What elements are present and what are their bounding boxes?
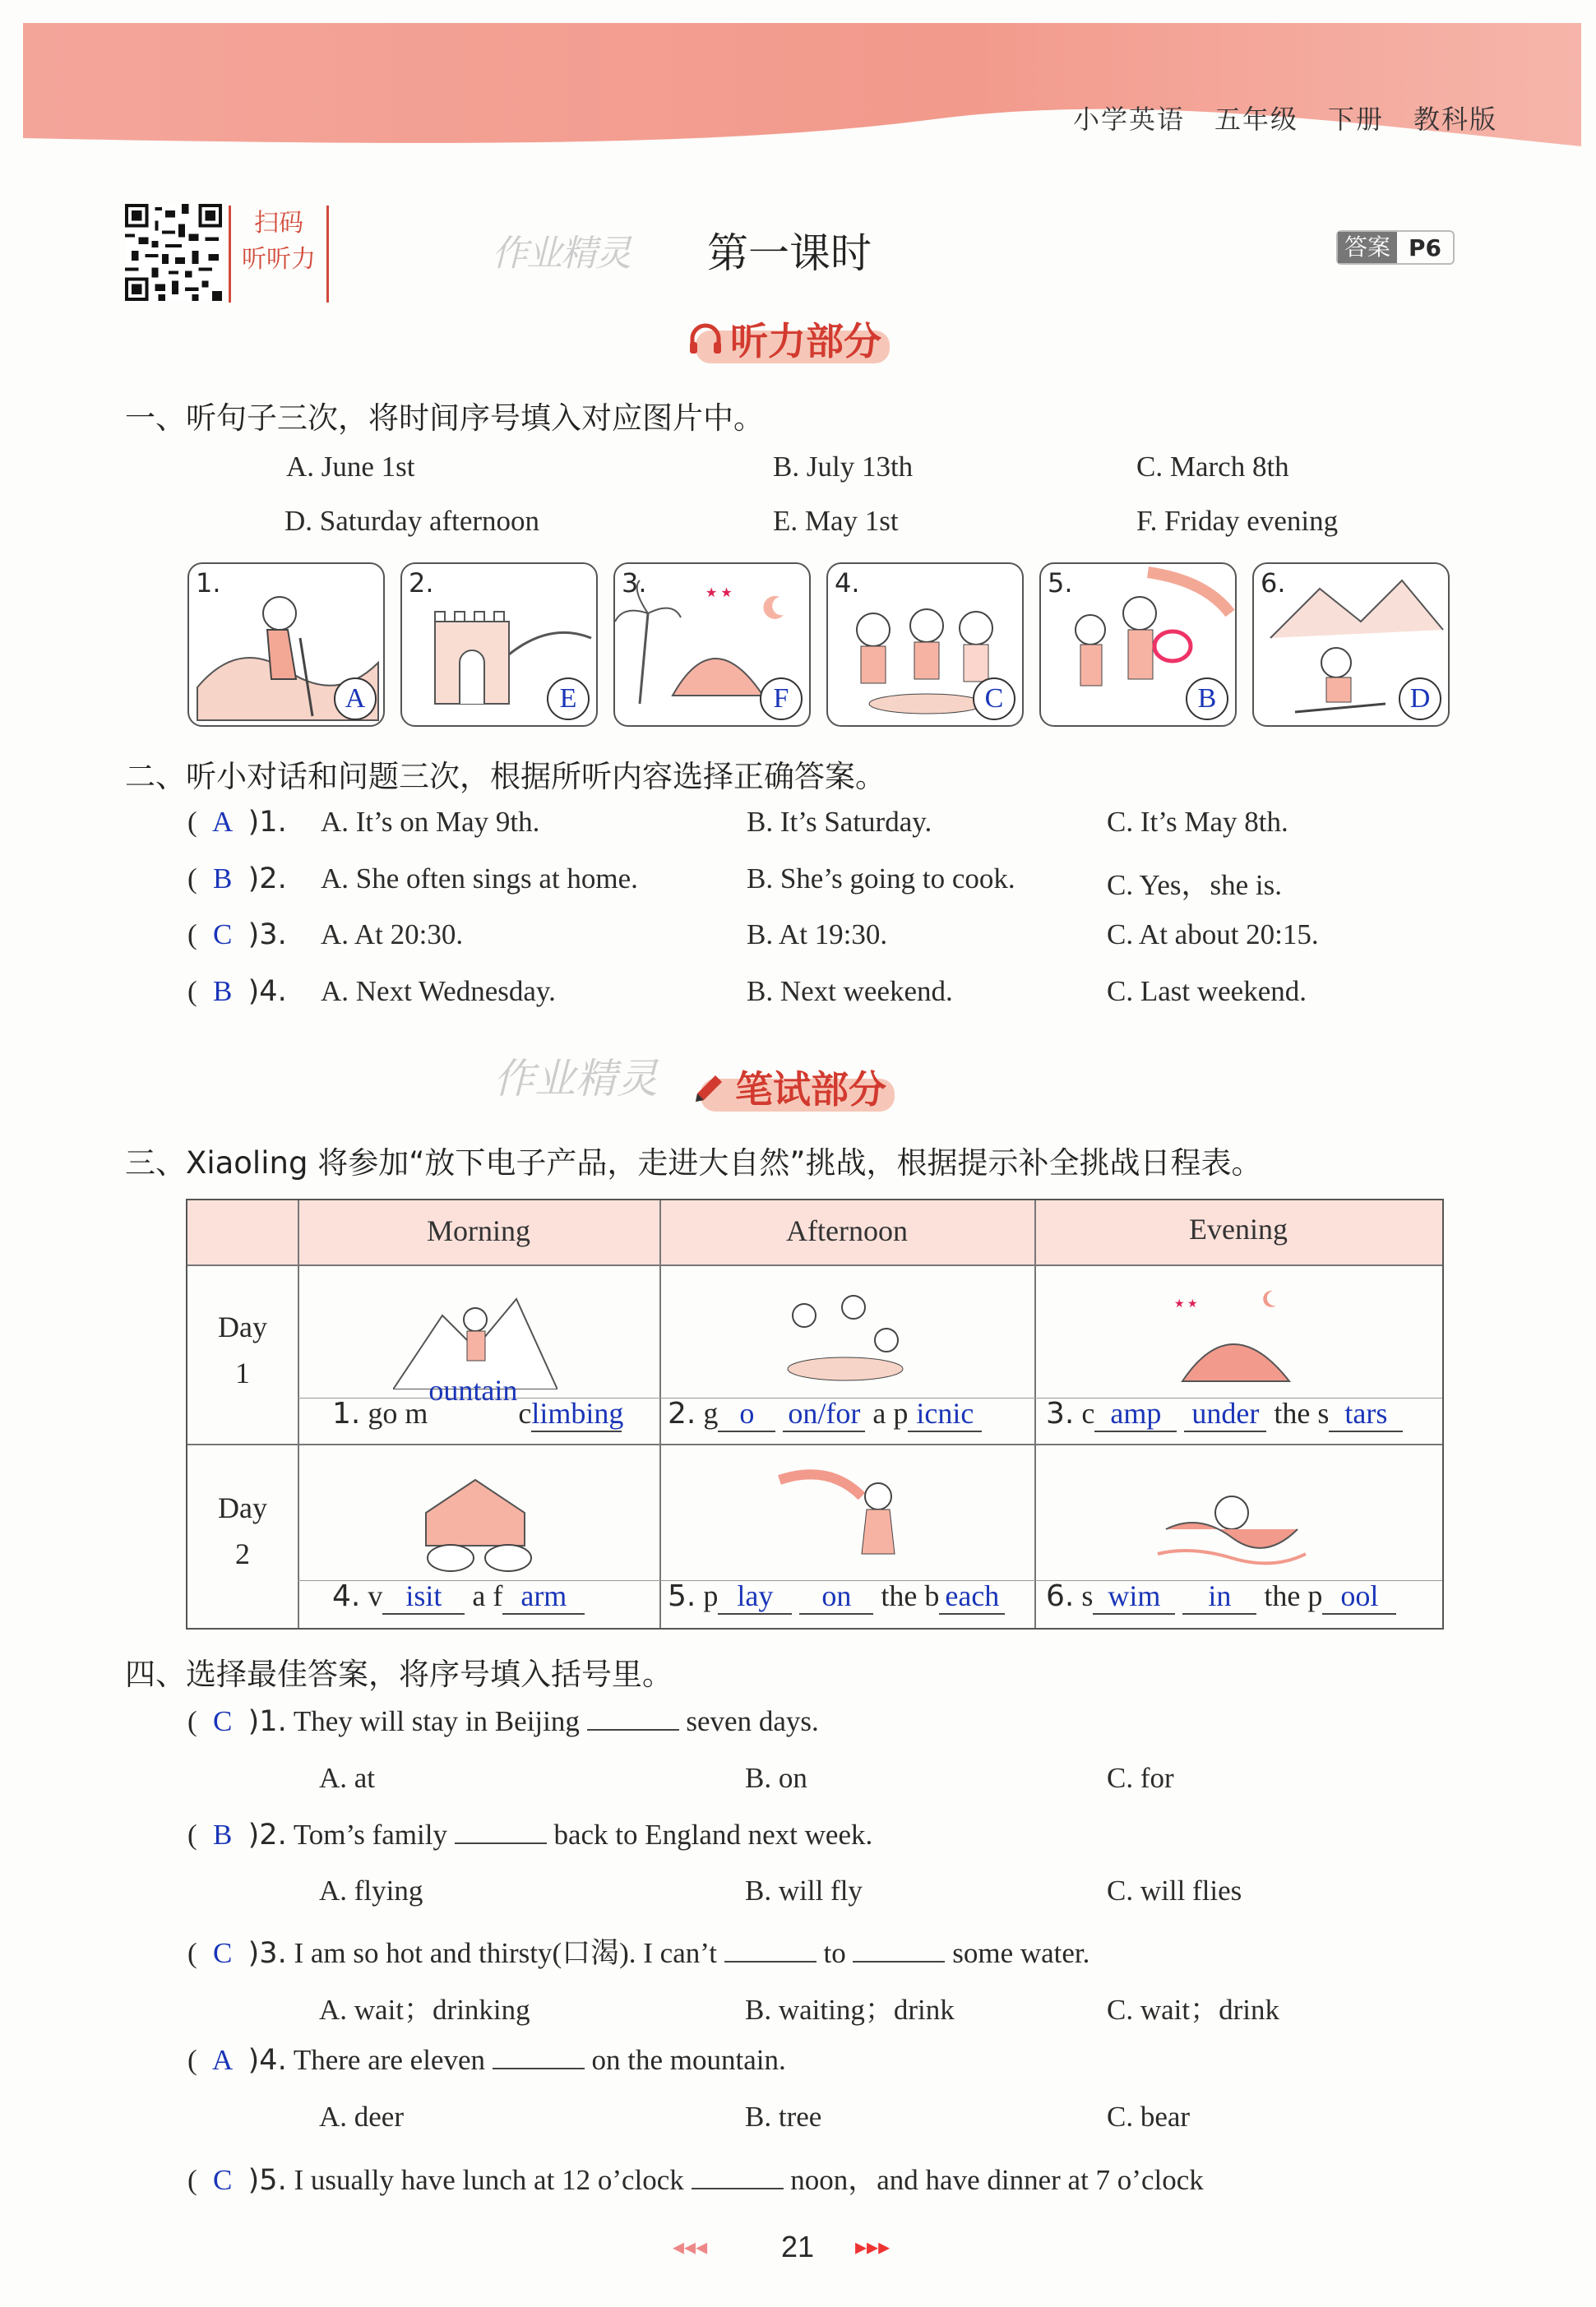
picture-number: 3. <box>622 567 647 599</box>
book-grade: 五年级 <box>1214 104 1298 135</box>
picture-number: 4. <box>835 567 860 599</box>
part2-1-option-c: C. It’s May 8th. <box>1107 806 1288 838</box>
stem-text: back to England next week. <box>553 1819 873 1851</box>
item-number: )1. <box>247 806 287 839</box>
part4-item-3: ( C )3. I am so hot and thirsty(口渴). I can’t to some water. <box>187 1937 1090 1970</box>
pencil-icon <box>692 1069 729 1105</box>
part1-option-e: E. May 1st <box>773 505 899 537</box>
stem-blank[interactable] <box>724 1961 817 1963</box>
picture-number: 2. <box>409 567 434 599</box>
stem-text: seven days. <box>686 1705 819 1737</box>
part4-1-option-a: A. at <box>319 1762 376 1794</box>
stem-text: to <box>823 1937 846 1969</box>
part4-2-option-b: B. will fly <box>745 1875 863 1907</box>
watermark: 作业精灵 <box>492 233 630 274</box>
part4-item-2: ( B )2. Tom’s family back to England next week. <box>187 1819 873 1852</box>
picture-3-camping <box>613 562 811 727</box>
part2-item-2: ( B )2. <box>187 862 287 895</box>
picture-2-great-wall <box>400 562 598 727</box>
part4-heading: 四、选择最佳答案，将序号填入括号里。 <box>125 1657 673 1692</box>
part1-option-a: A. June 1st <box>286 451 415 483</box>
part4-item-4: ( A )4. There are eleven on the mountain. <box>187 2044 786 2077</box>
item-number: 5. <box>668 1579 696 1613</box>
answer-blank[interactable]: on/for <box>783 1396 865 1432</box>
stem-text: There are eleven <box>293 2044 486 2076</box>
answer-blank[interactable]: wim <box>1093 1579 1175 1615</box>
qr-code-icon[interactable] <box>125 204 222 301</box>
book-volume: 下册 <box>1327 104 1384 135</box>
farm-illustration <box>393 1463 557 1579</box>
part1-option-d: D. Saturday afternoon <box>285 505 540 537</box>
stem-blank[interactable] <box>853 1961 945 1963</box>
listening-banner <box>687 316 881 362</box>
part2-item-1: ( A )1. <box>187 806 287 839</box>
answer-blank[interactable]: ountain <box>428 1374 518 1407</box>
stem-text: Tom’s family <box>293 1819 447 1851</box>
answer-blank[interactable]: arm <box>502 1579 585 1615</box>
stem-text: I usually have lunch at 12 o’clock <box>294 2164 684 2196</box>
table-divider <box>1034 1200 1036 1628</box>
item-number: )2. <box>247 862 287 895</box>
part2-item-4: ( B )4. <box>187 975 287 1008</box>
lesson-title: 第一课时 <box>707 229 872 277</box>
answer-blank[interactable]: amp <box>1094 1396 1177 1432</box>
part4-2-option-c: C. will flies <box>1107 1875 1242 1907</box>
item-number: 2. <box>668 1397 696 1431</box>
answer-tag-label: 答案 <box>1338 232 1397 263</box>
hint-text: g <box>703 1397 719 1430</box>
part3-heading: 三、Xiaoling 将参加“放下电子产品，走进大自然”挑战，根据提示补全挑战日程表。 <box>125 1145 1262 1181</box>
watermark-2: 作业精灵 <box>493 1056 658 1102</box>
picture-5-beach <box>1039 562 1237 727</box>
item-number: )1. <box>247 1705 287 1738</box>
column-evening: Evening <box>1189 1213 1288 1246</box>
part2-4-option-b: B. Next weekend. <box>747 975 953 1007</box>
headphones-icon <box>687 321 724 357</box>
part4-item-5: ( C )5. I usually have lunch at 12 o’clock noon，and have dinner at 7 o’clock <box>187 2164 1204 2197</box>
answer-blank[interactable]: C <box>212 1705 233 1737</box>
part2-4-option-c: C. Last weekend. <box>1107 975 1307 1007</box>
part2-3-option-c: C. At about 20:15. <box>1107 918 1319 950</box>
part2-2-option-c: C. Yes，she is. <box>1107 869 1282 901</box>
item-number: )4. <box>247 975 287 1008</box>
svg-text:★ ★: ★ ★ <box>1174 1298 1198 1311</box>
answer-blank[interactable]: B <box>212 862 233 895</box>
answer-blank[interactable]: A <box>212 806 234 838</box>
next-arrows-icon: ▸▸▸ <box>855 2235 891 2260</box>
part4-3-option-a: A. wait；drinking <box>319 1994 530 2026</box>
picture-4-answer: C <box>973 677 1015 720</box>
part2-1-option-a: A. It’s on May 9th. <box>321 806 540 838</box>
day-label: Day <box>218 1311 267 1343</box>
part4-2-option-a: A. flying <box>319 1875 423 1907</box>
answer-blank[interactable]: o <box>718 1396 775 1432</box>
tent-stars-illustration <box>1150 1283 1314 1389</box>
answer-blank[interactable]: limbing <box>531 1396 622 1432</box>
column-morning: Morning <box>427 1214 530 1247</box>
part4-1-option-b: B. on <box>745 1762 807 1794</box>
stem-text: noon，and have dinner at 7 o’clock <box>790 2164 1204 2196</box>
table-divider <box>659 1200 661 1628</box>
part2-2-option-a: A. She often sings at home. <box>321 862 638 895</box>
part4-item-1: ( C )1. They will stay in Beijing seven days. <box>187 1705 819 1738</box>
part1-option-f: F. Friday evening <box>1136 505 1339 537</box>
answer-blank[interactable]: each <box>939 1579 1005 1615</box>
picture-number: 5. <box>1048 567 1073 599</box>
page-number: 21 <box>781 2230 815 2263</box>
answer-blank[interactable]: lay <box>718 1579 792 1615</box>
fill-1 <box>332 1374 624 1432</box>
part4-3-option-c: C. wait；drink <box>1107 1994 1279 2026</box>
book-edition: 教科版 <box>1413 104 1497 135</box>
item-number: )3. <box>247 918 287 951</box>
stem-blank[interactable] <box>692 2188 784 2189</box>
picture-6-answer: D <box>1399 677 1441 720</box>
answer-blank[interactable]: icnic <box>908 1396 982 1432</box>
part4-4-option-a: A. deer <box>319 2101 405 2133</box>
picture-1-answer: A <box>334 677 377 720</box>
item-number: )5. <box>247 2164 287 2197</box>
part2-1-option-b: B. It’s Saturday. <box>747 806 932 838</box>
fill-6 <box>1046 1579 1396 1615</box>
hint-text: c <box>1081 1397 1095 1430</box>
writing-banner <box>692 1064 886 1110</box>
hint-text: go m <box>368 1397 428 1430</box>
stem-text: on the mountain. <box>591 2044 786 2076</box>
part2-4-option-a: A. Next Wednesday. <box>321 975 556 1007</box>
part4-4-option-c: C. bear <box>1107 2101 1191 2133</box>
fill-5 <box>668 1579 1005 1615</box>
hint-text: the b <box>881 1579 940 1612</box>
picture-6-skiing <box>1252 562 1450 727</box>
item-number: 4. <box>332 1579 361 1613</box>
picture-3-answer: F <box>760 677 803 720</box>
part2-3-option-b: B. At 19:30. <box>747 918 888 950</box>
answer-blank[interactable]: ool <box>1322 1579 1396 1615</box>
row-day-2 <box>187 1485 298 1577</box>
item-number: 1. <box>332 1397 361 1431</box>
day-label: Day <box>218 1491 267 1524</box>
item-number: )2. <box>247 1819 287 1852</box>
book-subject: 小学英语 <box>1072 104 1185 135</box>
item-number: )4. <box>247 2044 287 2077</box>
picture-1-hiking <box>187 562 385 727</box>
fill-4 <box>332 1579 585 1615</box>
scan-caption-2: 听听力 <box>242 245 316 274</box>
day-number: 1 <box>235 1357 250 1389</box>
answer-blank[interactable]: C <box>212 2164 233 2196</box>
answer-blank[interactable]: A <box>212 2044 234 2076</box>
answer-blank[interactable]: under <box>1184 1396 1266 1432</box>
svg-text:★ ★: ★ ★ <box>705 586 733 600</box>
part4-4-option-b: B. tree <box>745 2101 822 2133</box>
row-day-1 <box>187 1304 298 1396</box>
answer-tag[interactable] <box>1336 230 1455 265</box>
part2-2-option-b: B. She’s going to cook. <box>747 862 1015 895</box>
answer-blank[interactable]: isit <box>382 1579 465 1615</box>
part4-1-option-c: C. for <box>1107 1762 1174 1794</box>
part1-option-b: B. July 13th <box>773 451 914 483</box>
hint-text: the p <box>1264 1579 1323 1612</box>
hint-text: a p <box>872 1397 909 1430</box>
fill-3 <box>1046 1396 1403 1432</box>
answer-blank[interactable]: B <box>212 975 233 1007</box>
part4-3-option-b: B. waiting；drink <box>745 1994 955 2026</box>
stem-text: some water. <box>952 1937 1090 1969</box>
swimming-illustration <box>1150 1463 1314 1579</box>
hint-text: a f <box>472 1579 503 1612</box>
scan-listen-label <box>229 206 329 303</box>
hint-text: p <box>703 1579 719 1612</box>
picture-number: 6. <box>1261 567 1286 599</box>
picture-4-picnic <box>826 562 1024 727</box>
answer-tag-page: P6 <box>1409 233 1442 261</box>
fill-2 <box>668 1396 982 1432</box>
answer-blank[interactable]: C <box>212 918 233 950</box>
book-info <box>1043 99 1497 136</box>
hint-text: c <box>518 1397 532 1430</box>
hint-text: s <box>1081 1579 1094 1612</box>
answer-blank[interactable]: C <box>212 1937 233 1969</box>
listening-banner-text: 听力部分 <box>730 319 881 363</box>
answer-blank[interactable]: on <box>799 1579 873 1615</box>
part2-heading: 二、听小对话和问题三次，根据所听内容选择正确答案。 <box>125 759 886 794</box>
prev-arrows-icon: ◂◂◂ <box>673 2235 708 2260</box>
part2-3-option-a: A. At 20:30. <box>321 918 464 950</box>
answer-blank[interactable]: tars <box>1329 1396 1403 1432</box>
stem-blank[interactable] <box>587 1729 679 1731</box>
stem-text: I am so hot and thirsty(口渴). I can’t <box>294 1937 717 1969</box>
stem-blank[interactable] <box>493 2068 585 2069</box>
table-divider <box>187 1444 1442 1445</box>
hint-text: v <box>368 1579 383 1612</box>
picture-5-answer: B <box>1186 677 1228 720</box>
schedule-table <box>186 1199 1444 1630</box>
item-number: 6. <box>1046 1579 1075 1613</box>
part1-option-c: C. March 8th <box>1136 451 1289 483</box>
scan-caption-1: 扫码 <box>254 209 303 238</box>
beach-illustration <box>763 1463 928 1579</box>
answer-blank[interactable]: B <box>212 1819 233 1851</box>
hint-text: the s <box>1274 1397 1330 1430</box>
part1-heading: 一、听句子三次，将时间序号填入对应图片中。 <box>125 400 764 436</box>
picture-number: 1. <box>196 567 221 599</box>
column-afternoon: Afternoon <box>786 1214 908 1247</box>
day-number: 2 <box>235 1537 250 1570</box>
writing-banner-text: 笔试部分 <box>735 1067 886 1112</box>
table-divider <box>298 1200 299 1628</box>
picnic-illustration <box>763 1283 928 1389</box>
item-number: )3. <box>247 1937 287 1970</box>
answer-blank[interactable]: in <box>1182 1579 1256 1615</box>
stem-blank[interactable] <box>455 1842 547 1844</box>
part2-item-3: ( C )3. <box>187 918 287 951</box>
picture-2-answer: E <box>547 677 590 720</box>
stem-text: They will stay in Beijing <box>293 1705 580 1737</box>
item-number: 3. <box>1046 1397 1075 1431</box>
